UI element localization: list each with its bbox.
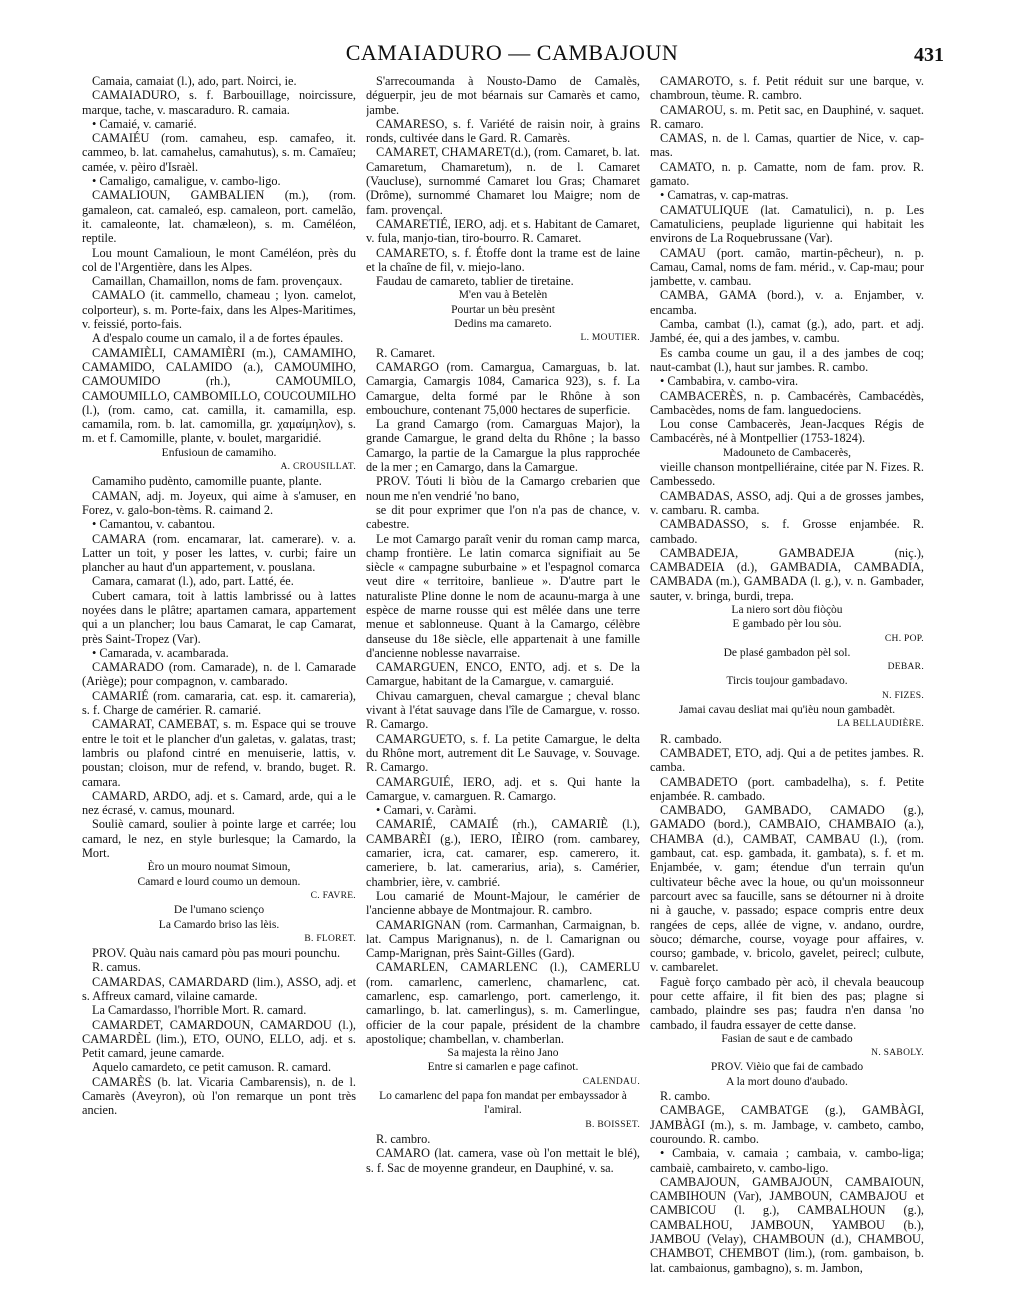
quotation-line: Fasian de saut e de cambado <box>721 1032 853 1045</box>
quotation-line: Jamai cavau desliat mai qu'ièu noun gambadèt. <box>678 704 896 717</box>
dictionary-entry: La grand Camargo (rom. Camarguas Major), la grande Camargue, le grand delta du Rhône ; la basso Camargo, la partie de la Camargue la plus rapprochée de la mer ; en Camargo, dans la Camargue. <box>366 417 640 475</box>
page-number: 431 <box>914 44 944 66</box>
quotation-attribution: N. SABOLY. <box>871 1048 924 1059</box>
column-right <box>650 74 924 1294</box>
dictionary-entry: CAMBACERÈS, n. p. Cambacérès, Cambacédès, Cambacèdes, noms de fam. languedociens. <box>650 388 924 417</box>
dictionary-entry: CAMBAJOUN, GAMBAJOUN, CAMBAIOUN, CAMBIHOUN (Var), JAMBOUN, CAMBAJOU et CAMBICOU (l. g.), CAMBALHOUN (g.), CAMBALHOU, JAMBOUN, YAMBOU (b.), JAMBOU (Velay), CHAMBOUN (d.), CHAMBOU, CHAMBOT, CHEMBOT (lim.), (rom. gambaison, b. lat. cambaionus, gambagno), s. m. Jambon, <box>650 1174 924 1275</box>
dictionary-entry: Cubert camara, toit à lattis lambrissé ou à lattes noyées dans le plâtre; apartamen camara, appartement qui a un plancher; lou baus Camarat, le cap Camarat, près Saint-Tropez (Var). <box>82 588 356 646</box>
dictionary-entry: CAMARETO, s. f. Étoffe dont la trame est de laine et la chaîne de fil, v. miejo-lano. <box>366 245 640 274</box>
dictionary-entry: CAMARDET, CAMARDOUN, CAMARDOU (l.), CAMARDÈL (lim.), ETO, OUNO, ELLO, adj. et s. Petit camard, jeune camarde. <box>82 1017 356 1061</box>
quotation-attribution: CALENDAU. <box>582 1076 640 1087</box>
dictionary-entry: CAMAROU, s. m. Petit sac, en Dauphiné, v. saquet. R. camaro. <box>650 102 924 131</box>
dictionary-entry: • Camatras, v. cap-matras. <box>660 188 789 203</box>
dictionary-columns <box>82 74 924 1294</box>
dictionary-entry: CAMAS, n. de l. Camas, quartier de Nice, v. cap-mas. <box>650 131 924 160</box>
dictionary-entry: CAMARIÉ, CAMAIÉ (rh.), CAMARIÈ (l.), CAMBARÈI (g.), IERO, IÈIRO (rom. cambarey, camarier, icra, cat. camarer, esp. camerero, it. cameriere, b. lat. camerarius, aria), s. Camérier, chambrier, ière, v. cambrié. <box>366 817 640 889</box>
dictionary-entry: R. cambro. <box>376 1131 431 1146</box>
quotation-line: Èro un mouro noumat Simoun, <box>147 861 291 874</box>
dictionary-entry: Faudau de camareto, tablier de tiretaine. <box>376 274 574 289</box>
quotation-line: M'en vau à Betelèn <box>458 289 548 302</box>
dictionary-entry: Souliè camard, soulier à pointe large et carrée; lou camard, le nez, en style burlesque; la Camardo, la Mort. <box>82 817 356 861</box>
quotation-line: PROV. Vièio que fai de cambado <box>710 1061 864 1074</box>
quotation-line: Entre si camarlen e page cafinot. <box>427 1061 579 1074</box>
quotation-attribution: L. MOUTIER. <box>580 333 640 344</box>
dictionary-entry: CAMARIGNAN (rom. Carmanhan, Carmaignan, b. lat. Campus Marignanus), n. de l. Camarignan ou Camp-Marignan, près Saint-Gilles (Gard). <box>366 917 640 961</box>
dictionary-entry: CAMAMIÈLI, CAMAMIÈRI (m.), CAMAMIHO, CAMAMIDO, CALAMIDO (a.), CAMOUMIHO, CAMOUMIDO (rh.), CAMOUMILO, CAMOUMILLO, CAMBOMILLO, COUCOUMILHO (l.), (rom. camo, cat. camilla, it. camamilla, esp. camamila, rom. b. lat. camomilla, gr. χαμαίμηλον), s. m. et f. Camomille, plante, v. boulet, margaridié. <box>82 345 356 446</box>
dictionary-entry: PROV. Quàu nais camard pòu pas mouri pounchu. <box>92 946 341 961</box>
dictionary-entry: Lou camarié de Mount-Majour, le camérier de l'ancienne abbaye de Montmajour. R. cambro. <box>366 888 640 918</box>
quotation-line: Tircis toujour gambadavo. <box>726 675 848 688</box>
column-middle <box>366 74 640 1294</box>
dictionary-entry: CAMARÈS (b. lat. Vicaria Cambarensis), n. de l. Camarès (Aveyron), où l'on remarque un pont très ancien. <box>82 1074 356 1118</box>
quotation-attribution: LA BELLAUDIÈRE. <box>837 719 924 730</box>
dictionary-entry: Chivau camarguen, cheval camargue ; cheval blanc vivant à l'état sauvage dans l'île de Camargue, v. rosso. R. Camargo. <box>366 688 640 732</box>
dictionary-entry: CAMAIÉU (rom. camaheu, esp. camafeo, it. cammeo, b. lat. camahelus, camahutus), s. m. Camaïeu; camée, v. pèiro d'Israèl. <box>82 131 356 174</box>
dictionary-entry: • Camari, v. Caràmi. <box>376 803 477 818</box>
dictionary-entry: Lou conse Cambacerès, Jean-Jacques Régis de Cambacérès, né à Montpellier (1753-1824). <box>650 417 924 446</box>
quotation-attribution: DEBAR. <box>887 662 924 673</box>
dictionary-entry: CAMARDAS, CAMARDARD (lim.), ASSO, adj. et s. Affreux camard, vilaine camarde. <box>82 974 356 1003</box>
dictionary-entry: Camamiho pudènto, camomille puante, plante. <box>92 474 322 489</box>
dictionary-entry: R. cambado. <box>660 731 722 746</box>
quotation-line: Dedins ma camareto. <box>454 318 552 331</box>
dictionary-entry: • Cambaia, v. camaia ; cambaia, v. cambo-liga; cambaiè, cambaireto, v. cambo-ligo. <box>650 1146 924 1175</box>
dictionary-entry: CAMATO, n. p. Camatte, nom de fam. prov. R. gamato. <box>650 159 924 189</box>
dictionary-entry: CAMATULIQUE (lat. Camatulici), n. p. Les Camatuliciens, peuplade ligurienne qui habitait les environs de La Roquebrussane (Var). <box>650 202 924 246</box>
dictionary-entry: CAMALO (it. cammello, chameau ; lyon. camelot, colporteur), s. m. Porte-faix, dans les Alpes-Maritimes, v. feissié, porto-fais. <box>82 288 356 332</box>
dictionary-entry: Aquelo camardeto, ce petit camuson. R. camard. <box>92 1060 332 1075</box>
dictionary-entry: CAMAU (port. camão, martin-pêcheur), n. p. Camau, Camal, noms de fam. mérid., v. Cap-mau; pour jambette, v. cambau. <box>650 245 924 289</box>
dictionary-entry: CAMARETIÉ, IERO, adj. et s. Habitant de Camaret, v. fula, manjo-tian, tiro-bourro. R. Camaret. <box>366 216 640 246</box>
dictionary-entry: CAMAIADURO, s. f. Barbouillage, noircissure, marque, tache, v. mascaraduro. R. camaia. <box>82 88 356 117</box>
dictionary-entry: CAMBADAS, ASSO, adj. Qui a de grosses jambes, v. cambaru. R. camba. <box>650 488 924 517</box>
quotation-attribution: N. FIZES. <box>881 690 924 701</box>
dictionary-entry: CAMBADEJA, GAMBADEJA (niç.), CAMBADEIA (d.), GAMBADIA, CAMBADIA, CAMBADA (m.), GAMBADA (l. g.), v. n. Gambader, sauter, v. bringa, burdi, trepa. <box>650 545 924 603</box>
quotation-line: Lo camarlenc del papa fon mandat per embayssador à l'amiral. <box>379 1090 627 1117</box>
dictionary-entry: CAMAN, adj. m. Joyeux, qui aime à s'amuser, en Forez, v. galo-bon-tèms. R. caimand 2. <box>82 488 356 517</box>
dictionary-entry: CAMBADO, GAMBADO, CAMADO (g.), GAMADO (bord.), CAMBAIO, CHAMBAIO (a.), CHAMBA (d.), CAMBAT, CAMBAU (l.), (rom. gambaut, cat. esp. gambada, it. gambata), s. f. et m. Enjambée, v. gam; étendue d'un terrain qu'un cultivateur bêche avec la houe, ou qu'un moissonneur parcourt avec sa faucille, sans se détourner ni à droite ni à gauche, v. passado; espace compris entre deux rangées de ceps, allée de vigne, v. andano, ourdre, sòuco; démarche, course, voyage pour affaires, v. courso; gambade, v. bricolo, gavelet, peirecl; culbute, v. cambarelet. <box>650 803 924 975</box>
dictionary-entry: CAMBAGE, CAMBATGE (g.), GAMBÀGI, JAMBÀGI (m.), s. m. Jambage, v. cambeto, cambo, couroundo. R. cambo. <box>650 1103 924 1146</box>
dictionary-entry: se dit pour exprimer que l'on n'a pas de chance, v. cabestre. <box>366 502 640 532</box>
quotation-attribution: B. BOISSET. <box>585 1119 640 1130</box>
page-header <box>80 40 944 70</box>
dictionary-entry: CAMARET, CHAMARET(d.), (rom. Camaret, b. lat. Camaretum, Chamaretum), n. de l. Camaret (Vaucluse), surnommé Camaret lou Gras; Chamaret (Drôme), surnommé Chamaret lou Maigre; nom de fam. provençal. <box>366 145 640 217</box>
quotation-line: E gambado pèr lou sòu. <box>732 618 842 631</box>
quotation-line: Camard e lourd coumo un demoun. <box>137 875 301 888</box>
quotation-attribution: A. CROUSILLAT. <box>280 462 356 473</box>
dictionary-entry: CAMARAT, CAMEBAT, s. m. Espace qui se trouve entre le toit et le plancher d'un galetas, v. galatas, trast; lambris ou plafond cintré en menuiserie, lattis, v. poustan; cloison, mur de refend, v. brando, buget. R. camara. <box>82 717 356 789</box>
dictionary-entry: CAMARD, ARDO, adj. et s. Camard, arde, qui a le nez écrasé, v. camus, mounard. <box>82 788 356 818</box>
dictionary-entry: CAMARO (lat. camera, vase où l'on mettait le blé), s. f. Sac de moyenne grandeur, en Dauphiné, v. sa. <box>366 1146 640 1175</box>
dictionary-entry: CAMARIÉ (rom. camararia, cat. esp. it. camareria), s. f. Charge de camérier. R. camarié. <box>82 688 356 718</box>
dictionary-entry: CAMARESO, s. f. Variété de raisin noir, à grains ronds, cultivée dans le Gard. R. Camarès. <box>366 116 640 146</box>
quotation-line: Pourtar un bèu presènt <box>451 303 555 316</box>
dictionary-entry: • Camaligo, camaligue, v. cambo-ligo. <box>92 174 281 189</box>
quotation-line: A la mort douno d'aubado. <box>726 1075 848 1088</box>
dictionary-entry: R. camus. <box>92 960 141 975</box>
dictionary-entry: R. Camaret. <box>376 345 436 360</box>
dictionary-entry: S'arrecoumanda à Nousto-Damo de Camalès, déguerpir, jeu de mot béarnais sur Camarès et camo, jambe. <box>366 74 640 117</box>
dictionary-entry: CAMBA, GAMA (bord.), v. a. Enjamber, v. encamba. <box>650 288 924 317</box>
dictionary-entry: CAMARGUIÉ, IERO, adj. et s. Qui hante la Camargue, v. camarguen. R. Camargo. <box>366 774 640 803</box>
dictionary-entry: La Camardasso, l'horrible Mort. R. camard. <box>92 1003 307 1018</box>
dictionary-entry: CAMARA (rom. encamarar, lat. camerare). v. a. Latter un toit, y poser les lattes, v. curbi; faire un plancher au haut d'un appartement, v. pouslana. <box>82 531 356 575</box>
dictionary-entry: Camba, cambat (l.), camat (g.), ado, part. et adj. Jambé, ée, qui a des jambes, v. cambu. <box>650 317 924 346</box>
running-head: CAMAIADURO — CAMBAJOUN <box>345 40 679 65</box>
dictionary-entry: Faguè forço cambado pèr acò, il chevala beaucoup pour cette affaire, il fit bien des pas; plagne si cambado, plaindre ses pas; faudra n'en dansa 'no cambado, il faudra essayer de cette danse. <box>650 974 924 1032</box>
dictionary-entry: CAMARGUEN, ENCO, ENTO, adj. et s. De la Camargue, habitant de la Camargue, v. camarguié. <box>366 660 640 689</box>
dictionary-entry: CAMBADETO (port. cambadelha), s. f. Petite enjambée. R. cambado. <box>650 774 924 803</box>
dictionary-entry: • Camaié, v. camarié. <box>92 116 197 131</box>
quotation-line: De l'umano scienço <box>173 904 265 917</box>
quotation-line: Madouneto de Cambacerès, <box>722 446 852 459</box>
dictionary-entry: CAMALIOUN, GAMBALIEN (m.), (rom. gamaleon, cat. camaleó, esp. camaleon, port. camelão, it. camaleonte, lat. chamæleon), s. m. Caméléon, reptile. <box>82 188 356 246</box>
dictionary-entry: Es camba coume un gau, il a des jambes de coq; naut-cambat (l.), haut sur jambes. R. cambo. <box>650 345 924 374</box>
dictionary-entry: Camara, camarat (l.), ado, part. Latté, ée. <box>92 574 294 589</box>
dictionary-entry: R. cambo. <box>660 1089 711 1104</box>
dictionary-entry: CAMARADO (rom. Camarade), n. de l. Camarade (Ariège); pour compagnon, v. cambarado. <box>82 660 356 689</box>
dictionary-entry: CAMBADET, ETO, adj. Qui a de petites jambes. R. camba. <box>650 745 924 775</box>
dictionary-entry: PROV. Tóuti li bìòu de la Camargo crebarien que noun me n'en vendrié 'no bano, <box>366 474 640 503</box>
dictionary-entry: CAMARGO (rom. Camargua, Camarguas, b. lat. Camargia, Camargis 1084, Camarica 923), s. f. La Camargue, delta formé par le Rhône à son embouchure, contenant 75,000 hectares de superficie. <box>366 359 640 417</box>
dictionary-entry: Le mot Camargo paraît venir du roman camp marca, champ frontière. Le latin comarca signifiait au 5e siècle « campagne suburbaine » et l'espagnol comarca veut dire « territoire, banlieue ». D'autre part le naturaliste Pline donne le nom de acaunu-marga à une espèce de marne rousse qui est mêlée dans une terre menue et sablonneuse. Quant à la Camargo, célèbre danseuse du 18e siècle, elle appartenait à une famille d'ancienne noblesse navarraise. <box>366 531 640 660</box>
dictionary-entry: CAMARGUETO, s. f. La petite Camargue, le delta du Rhône mort, autrement dit Le Sauvage, v. Souvage. R. Camargo. <box>366 731 640 775</box>
dictionary-entry: CAMAROTO, s. f. Petit réduit sur une barque, v. chambroun, tèume. R. cambro. <box>650 74 924 103</box>
quotation-attribution: C. FAVRE. <box>310 890 356 901</box>
dictionary-entry: CAMBADASSO, s. f. Grosse enjambée. R. cambado. <box>650 517 924 546</box>
quotation-line: De plasé gambadon pèl sol. <box>723 646 851 659</box>
column-left <box>82 74 356 1294</box>
quotation-attribution: CH. POP. <box>884 633 924 644</box>
dictionary-entry: Camaia, camaiat (l.), ado, part. Noirci, ie. <box>92 74 297 88</box>
dictionary-entry: CAMARLEN, CAMARLENC (l.), CAMERLU (rom. camarlenc, camerlenc, chamarlenc, cat. camarlenc, esp. camarlengo, port. camerlengo, it. camarlingo, b. lat. camerlingus), s. m. Camerlingue, officier de la cour papale, président de la chambre apostolique; chambellan, v. chamberlan. <box>366 960 640 1046</box>
dictionary-entry: Lou mount Camalioun, le mont Caméléon, près du col de l'Argentière, dans les Alpes. <box>82 245 356 274</box>
dictionary-entry: • Cambabira, v. cambo-vira. <box>660 374 799 389</box>
dictionary-entry: A d'espalo coume un camalo, il a de fortes épaules. <box>92 331 344 346</box>
dictionary-entry: Camaillan, Chamaillon, noms de fam. provençaux. <box>92 274 343 289</box>
dictionary-entry: • Camantou, v. cabantou. <box>92 517 216 532</box>
quotation-line: La niero sort dòu fiòçòu <box>731 603 843 616</box>
quotation-attribution: B. FLORET. <box>304 933 356 944</box>
dictionary-entry: • Camarada, v. acambarada. <box>92 645 229 660</box>
quotation-line: Sa majesta la rèino Jano <box>447 1047 559 1060</box>
quotation-line: Enfusioun de camamiho. <box>161 446 277 459</box>
quotation-line: La Camardo briso las lèis. <box>158 918 280 931</box>
dictionary-entry: vieille chanson montpelliéraine, citée par N. Fizes. R. Cambessedo. <box>650 460 924 489</box>
